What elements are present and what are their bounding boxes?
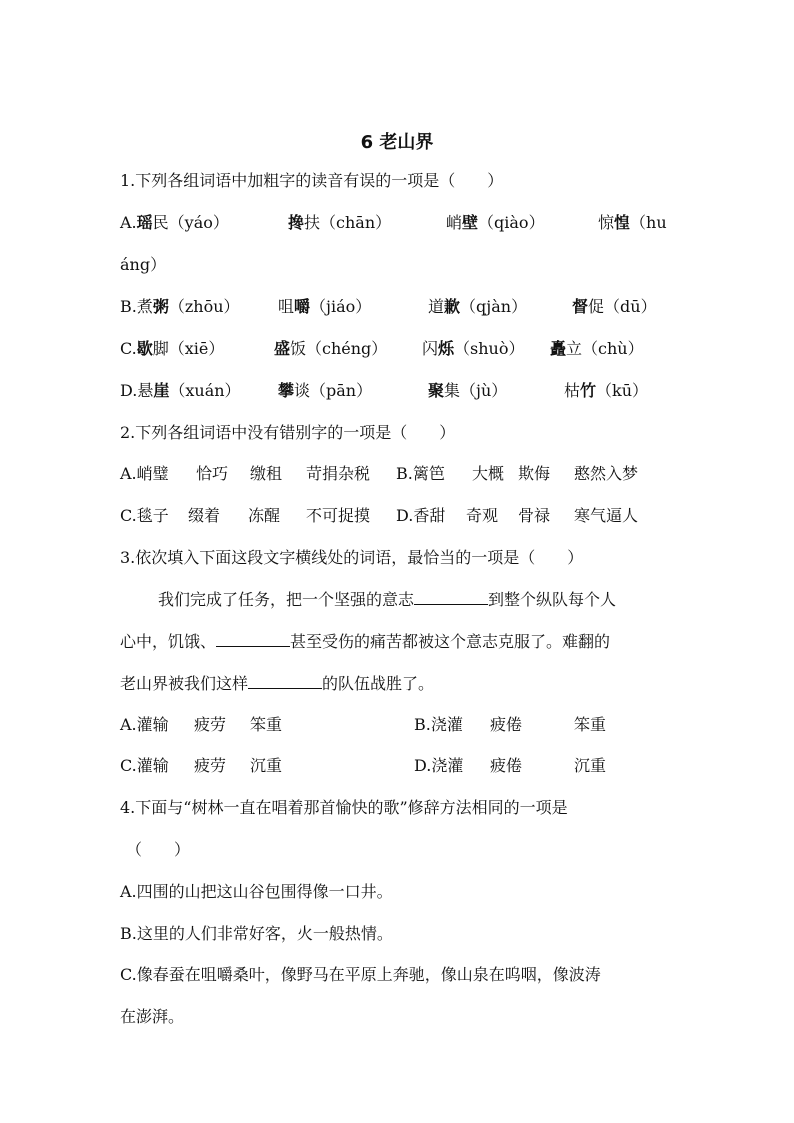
q2-d-word-4: 寒气逼人 xyxy=(574,506,639,525)
q2-row-ab xyxy=(120,462,680,486)
q3-blank-2 xyxy=(216,630,290,647)
q4-option-b: B.这里的人们非常好客，火一般热情。 xyxy=(120,924,393,943)
q1-option-c-3: 闪烁（shuò） xyxy=(422,339,525,358)
question-2-stem: 2.下列各组词语中没有错别字的一项是（ ） xyxy=(120,423,456,442)
q2-row-cd xyxy=(120,504,680,528)
q2-a-word-4: 苛捐杂税 xyxy=(306,464,371,483)
q4-option-a: A.四围的山把这山谷包围得像一口井。 xyxy=(120,882,393,901)
q3-b-word-2: 疲倦 xyxy=(490,715,523,734)
q2-b-word-2: 大概 xyxy=(472,464,505,483)
q1-option-d-2: 攀谈（pān） xyxy=(278,381,373,400)
q1-option-d-3: 聚集（jù） xyxy=(428,381,508,400)
q3-a-word-3: 笨重 xyxy=(250,715,283,734)
q1-option-c-2: 盛饭（chéng） xyxy=(274,339,388,358)
q4-option-c-line-1: C.像春蚕在咀嚼桑叶，像野马在平原上奔驰，像山泉在呜咽，像波涛 xyxy=(120,965,601,984)
question-3-stem: 3.依次填入下面这段文字横线处的词语，最恰当的一项是（ ） xyxy=(120,548,584,567)
page-title: 6 老山界 xyxy=(360,132,434,153)
q3-b-word-1: B.浇灌 xyxy=(414,715,463,734)
q2-b-word-3: 欺侮 xyxy=(518,464,551,483)
q2-d-word-1: D.香甜 xyxy=(396,506,446,525)
q2-c-word-3: 冻醒 xyxy=(248,506,281,525)
q2-c-word-1: C.毯子 xyxy=(120,506,169,525)
q3-blank-3 xyxy=(248,672,322,689)
q1-option-b-1: B.煮粥（zhōu） xyxy=(120,297,240,316)
q2-d-word-3: 骨禄 xyxy=(518,506,551,525)
q1-option-a-1: A.瑶民（yáo） xyxy=(120,213,229,232)
q1-option-a-4: 惊惶（hu xyxy=(598,213,667,232)
q2-c-word-2: 缀着 xyxy=(188,506,221,525)
q3-c-word-2: 疲劳 xyxy=(194,756,227,775)
q3-a-word-2: 疲劳 xyxy=(194,715,227,734)
q2-b-word-4: 憨然入梦 xyxy=(574,464,639,483)
q3-d-word-2: 疲倦 xyxy=(490,756,523,775)
q3-b-word-3: 笨重 xyxy=(574,715,607,734)
q1-row-b xyxy=(120,295,680,319)
q4-option-c-line-2: 在澎湃。 xyxy=(120,1007,185,1026)
q1-option-b-3: 道歉（qjàn） xyxy=(428,297,528,316)
q1-option-a-3: 峭壁（qiào） xyxy=(446,213,545,232)
q1-row-d xyxy=(120,379,680,403)
q3-passage-line-3: 老山界被我们这样 的队伍战胜了。 xyxy=(120,674,435,693)
q1-option-a-4-continued: áng） xyxy=(120,255,167,274)
q1-option-c-4: 矗立（chù） xyxy=(550,339,644,358)
q1-option-d-4: 枯竹（kū） xyxy=(564,381,649,400)
question-4-stem: 4.下面与“树林一直在唱着那首愉快的歌”修辞方法相同的一项是 xyxy=(120,798,568,817)
q2-b-word-1: B.篱笆 xyxy=(396,464,445,483)
q1-option-a-2: 搀扶（chān） xyxy=(288,213,392,232)
q1-option-d-1: D.悬崖（xuán） xyxy=(120,381,241,400)
q3-row-cd xyxy=(120,754,680,778)
q3-passage-line-2: 心中，饥饿、 甚至受伤的痛苦都被这个意志克服了。难翻的 xyxy=(120,632,611,651)
q3-passage-line-1: 我们完成了任务，把一个坚强的意志 到整个纵队每个人 xyxy=(158,590,617,609)
q3-d-word-3: 沉重 xyxy=(574,756,607,775)
q2-a-word-1: A.峭璧 xyxy=(120,464,169,483)
question-1-stem: 1.下列各组词语中加粗字的读音有误的一项是（ ） xyxy=(120,171,504,190)
q3-a-word-1: A.灌输 xyxy=(120,715,169,734)
question-4-paren: （ ） xyxy=(126,840,191,859)
q3-c-word-3: 沉重 xyxy=(250,756,283,775)
q2-a-word-2: 恰巧 xyxy=(196,464,229,483)
q1-row-a xyxy=(120,211,680,235)
q1-row-c xyxy=(120,337,680,361)
q1-option-b-2: 咀嚼（jiáo） xyxy=(278,297,372,316)
q3-d-word-1: D.浇灌 xyxy=(414,756,464,775)
q2-d-word-2: 奇观 xyxy=(466,506,499,525)
q3-c-word-1: C.灌输 xyxy=(120,756,169,775)
q1-option-c-1: C.歇脚（xiē） xyxy=(120,339,225,358)
q2-a-word-3: 缴租 xyxy=(250,464,283,483)
q1-option-b-4: 督促（dū） xyxy=(572,297,657,316)
q3-row-ab xyxy=(120,713,680,737)
q2-c-word-4: 不可捉摸 xyxy=(306,506,371,525)
q3-blank-1 xyxy=(414,588,488,605)
